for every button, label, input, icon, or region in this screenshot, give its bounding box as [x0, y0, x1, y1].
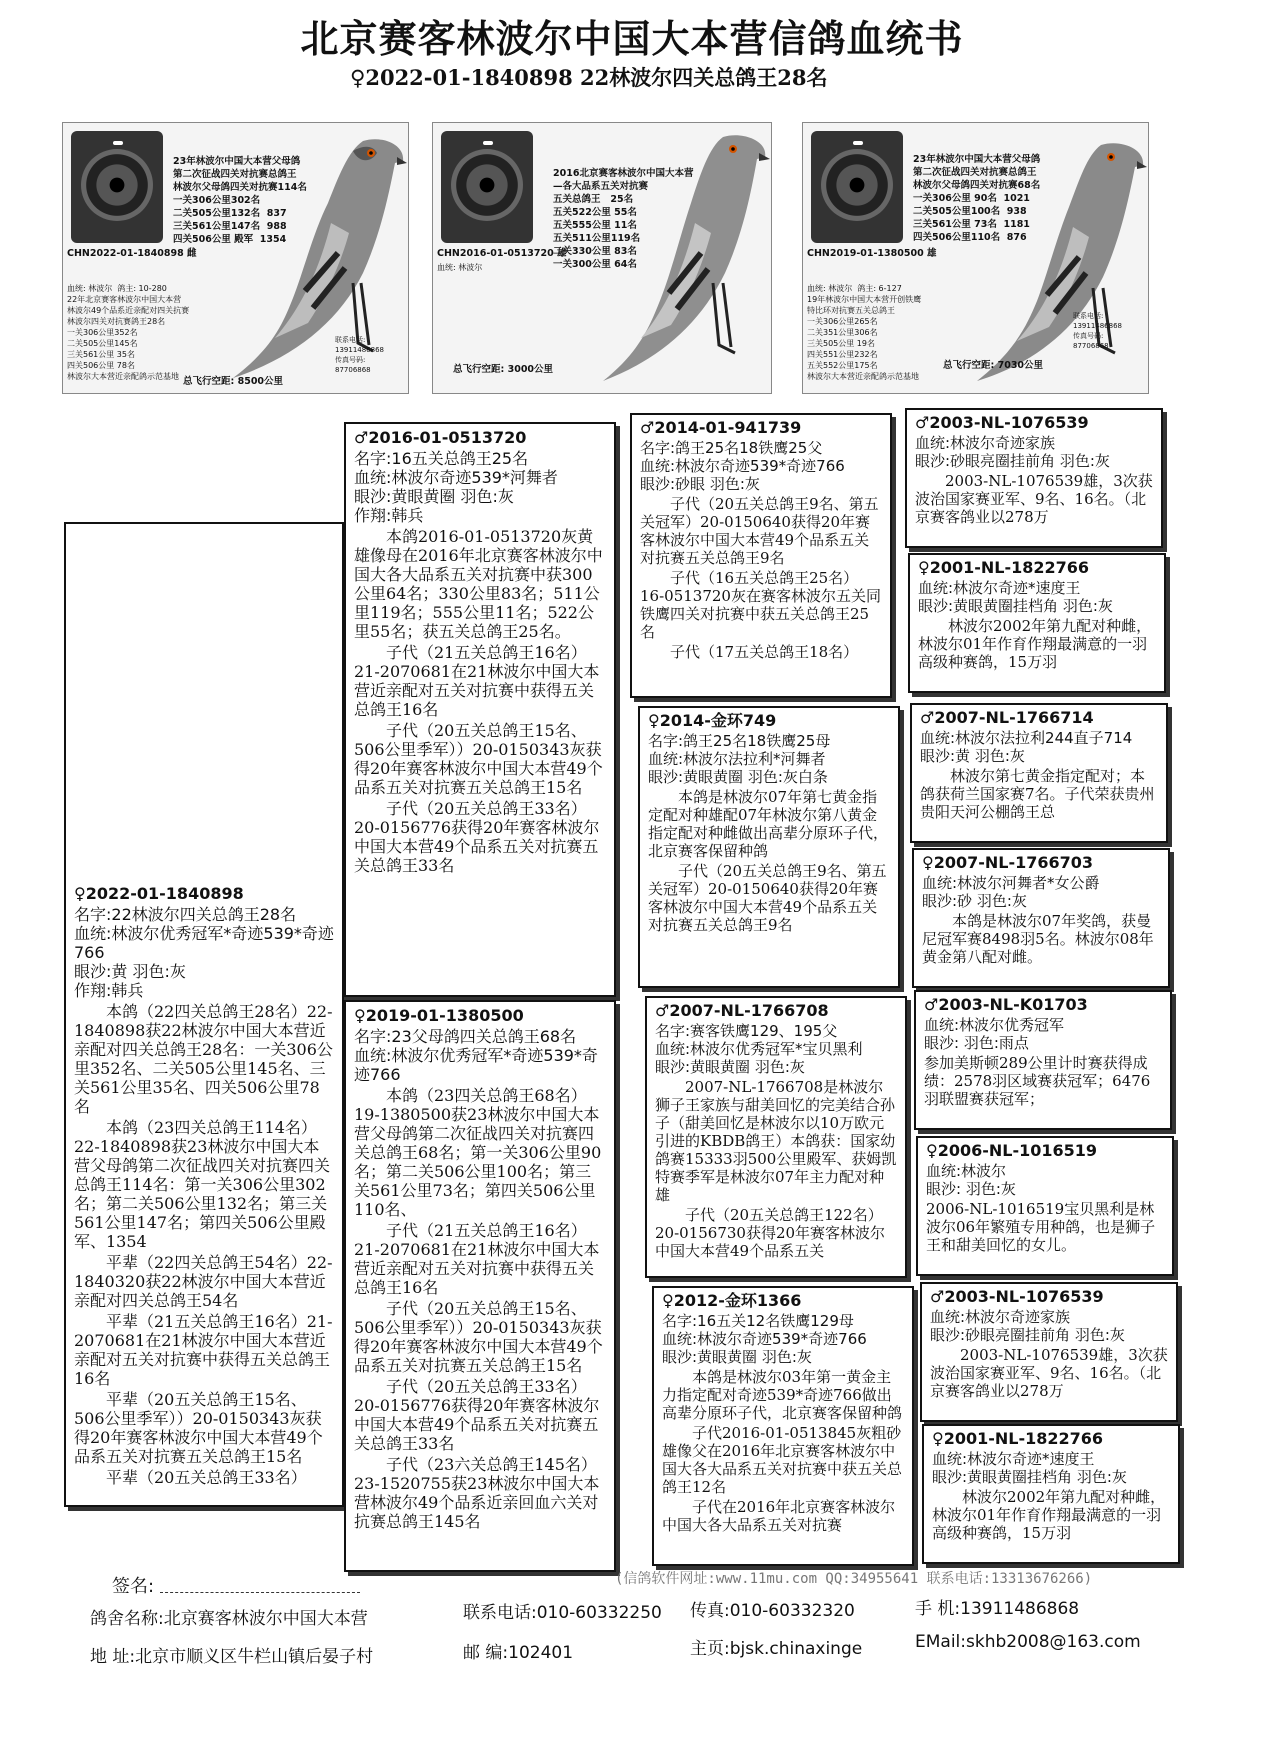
photo-info: 血统: 林波尔 鸽主: 6-127 19年林波尔中国大本营开创铁鹰 特比环对抗赛五关总鸽王 一关306公里265名 二关351公里306名 三关505公里 19名 四关551公里232名 五关552公里175名 林波尔大本营近亲配鸽示范基地: [807, 284, 922, 381]
photo-ring: CHN2016-01-0513720 雄: [437, 248, 567, 259]
email-link[interactable]: EMail:skhb2008@163.com: [915, 1632, 1141, 1652]
pedigree-dam-sire: [645, 996, 907, 1278]
record-paragraph: 本鸽2016-01-0513720灰黄雄像母在2016年北京赛客林波尔中国大各大品系五关对抗赛中获300公里64名；330公里83名；511公里119名；555公里11名；522公里55名；获五关总鸽王25名。: [354, 527, 603, 641]
ring-number: ♀2006-NL-1016519: [926, 1141, 1098, 1160]
pigeon-bloodline: 血统:林波尔奇迹*速度王: [932, 1450, 1095, 1468]
mobile-number: 手 机:13911486868: [915, 1599, 1080, 1619]
record-paragraph: 本鸽（23四关总鸽王68名）19-1380500获23林波尔中国大本营父母鸽第二次征战四关对抗赛四关总鸽王68名；第一关306公里90名；第二关506公里100名；第三关561公里73名；第四关506公里110名、: [354, 1086, 602, 1219]
ring-number: ♂2003-NL-1076539: [930, 1287, 1104, 1306]
pedigree-ssd: [908, 553, 1166, 693]
ring-number: ♂2003-NL-1076539: [915, 413, 1089, 432]
record-paragraph: 子代（20五关总鸽王33名）20-0156776获得20年赛客林波尔中国大本营49个品系五关对抗赛五关总鸽王33名: [354, 1377, 600, 1453]
homepage-link[interactable]: 主页:bjsk.chinaxinge: [690, 1639, 863, 1659]
pigeon-bloodline: 血统:林波尔奇迹*速度王: [918, 579, 1081, 597]
document-subtitle: ♀2022-01-1840898 22林波尔四关总鸽王28名: [350, 65, 828, 90]
pigeon-eye-color: 眼沙:黄眼黄圈 羽色:灰: [354, 487, 514, 506]
record-paragraph: 子代（20五关总鸽王9名、第五关冠军）20-0150640获得20年赛客林波尔中国大本营49个品系五关对抗赛五关总鸽王9名: [648, 862, 887, 934]
pigeon-eye-color: 眼沙:砂眼亮圈挂前角 羽色:灰: [930, 1326, 1125, 1344]
pedigree-dam-dam: [652, 1286, 914, 1566]
signature-label: 签名:: [112, 1576, 155, 1597]
record-paragraph: 子代（20五关总鸽王33名）20-0156776获得20年赛客林波尔中国大本营49个品系五关对抗赛五关总鸽王33名: [354, 799, 600, 875]
pigeon-name: 名字:鸽王25名18铁鹰25母: [648, 732, 831, 750]
pigeon-bloodline: 血统:林波尔奇迹539*河舞者: [354, 468, 558, 487]
address: 地 址:北京市顺义区牛栏山镇后晏子村: [90, 1647, 374, 1667]
pigeon-bloodline: 血统:林波尔: [926, 1162, 1007, 1180]
software-credit: (信鸽软件网址:www.11mu.com QQ:34955641 联系电话:13313676266): [615, 1571, 1093, 1587]
photo-info: 血统: 林波尔: [437, 263, 483, 272]
record-paragraph: 子代（20五关总鸽王122名）20-0156730获得20年赛客林波尔中国大本营49个品系五关: [655, 1206, 886, 1260]
record-paragraph: 平辈（20五关总鸽王33名）: [106, 1468, 307, 1487]
phone-number: 联系电话:010-60332250: [463, 1603, 662, 1623]
photo-contact: 联系电话: 13911486868 传真号码: 87706868: [335, 336, 384, 374]
record-paragraph: 林波尔2002年第九配对种雌，林波尔01年作育作翔最满意的一羽高级种赛鸽，15万羽: [918, 617, 1152, 671]
pedigree-sire-dam: [638, 706, 900, 988]
ring-number: ♀2007-NL-1766703: [922, 853, 1094, 872]
record-paragraph: 2006-NL-1016519宝贝黑利是林波尔06年繁殖专用种鸽，也是狮子王和甜美回忆的女儿。: [926, 1200, 1156, 1254]
record-paragraph: 本鸽（22四关总鸽王28名）22-1840898获22林波尔中国大本营近亲配对四关总鸽王28名：一关306公里352名、二关505公里145名、三关561公里35名、四关506公里78名: [74, 1002, 333, 1116]
pigeon-bloodline: 血统:林波尔优秀冠军*宝贝黑利: [655, 1040, 863, 1058]
ring-number: ♀2014-金环749: [648, 711, 777, 730]
record-paragraph: 平辈（22四关总鸽王54名）22-1840320获22林波尔中国大本营近亲配对四关总鸽王54名: [74, 1253, 333, 1310]
record-paragraph: 参加美斯顿289公里计时赛获得成绩：2578羽区域赛获冠军；6476羽联盟赛获冠军；: [924, 1054, 1151, 1108]
photo-card-sire: [432, 122, 772, 394]
photo-lines: 23年林波尔中国大本营父母鸽 第二次征战四关对抗赛总鸽王 林波尔父母鸽四关对抗赛68名 一关306公里 90名 1021 二关505公里100名 938 三关561公里 73名 1181 四关506公里110名 876: [913, 154, 1041, 243]
eye-photo: [71, 131, 163, 243]
record-paragraph: 本鸽是林波尔03年第一黄金主力指定配对奇迹539*奇迹766做出高辈分原环子代，北京赛客保留种鸽: [662, 1368, 903, 1422]
pedigree-sire: [344, 422, 616, 997]
pedigree-dss: [914, 990, 1172, 1130]
ring-number: ♀2001-NL-1822766: [918, 558, 1090, 577]
record-paragraph: 平辈（21五关总鸽王16名）21-2070681在21林波尔中国大本营近亲配对五关对抗赛中获得五关总鸽王16名: [74, 1312, 333, 1388]
pedigree-subject: [64, 522, 344, 1507]
record-paragraph: 平辈（20五关总鸽王15名、506公里季军））20-0150343灰获得20年赛客林波尔中国大本营49个品系五关对抗赛五关总鸽王15名: [74, 1390, 323, 1466]
record-paragraph: 子代（20五关总鸽王15名、506公里季军））20-0150343灰获得20年赛客林波尔中国大本营49个品系五关对抗赛五关总鸽王15名: [354, 721, 603, 797]
photo-info: 血统: 林波尔 鸽主: 10-280 22年北京赛客林波尔中国大本营 林波尔49个品系近亲配对四关抗赛 林波尔四关对抗赛鸽王28名 一关306公里352名 二关505公里145名 三关561公里 35名 四关506公里 78名 林波尔大本营近亲配鸽示范基地: [67, 284, 190, 381]
pedigree-dsd: [916, 1136, 1174, 1276]
eye-photo: [811, 131, 903, 243]
pigeon-bloodline: 血统:林波尔奇迹539*奇迹766: [662, 1330, 867, 1348]
pigeon-eye-color: 眼沙: 羽色:灰: [926, 1180, 1016, 1198]
pedigree-ddd: [922, 1424, 1180, 1564]
pigeon-eye-color: 眼沙:黄眼黄圈挂档角 羽色:灰: [932, 1468, 1127, 1486]
record-paragraph: 本鸽是林波尔07年第七黄金指定配对种雄配07年林波尔第八黄金指定配对种雌做出高辈分原环子代，北京赛客保留种鸽: [648, 788, 889, 860]
ring-number: ♀2022-01-1840898: [74, 884, 244, 903]
pigeon-eye-color: 眼沙:黄 羽色:灰: [920, 747, 1025, 765]
ring-number: ♂2007-NL-1766714: [920, 708, 1094, 727]
postcode: 邮 编:102401: [463, 1643, 574, 1663]
record-paragraph: 子代（23六关总鸽王145名）23-1520755获23林波尔中国大本营林波尔49个品系近亲回血六关对抗赛总鸽王145名: [354, 1455, 600, 1531]
pedigree-sdd: [912, 848, 1170, 988]
pigeon-name: 名字:16五关12名铁鹰129母: [662, 1312, 854, 1330]
pigeon-eye-color: 眼沙:黄眼黄圈 羽色:灰: [662, 1348, 812, 1366]
photo-distance: 总飞行空距: 3000公里: [453, 364, 554, 375]
pigeon-eye-color: 眼沙: 羽色:雨点: [924, 1034, 1029, 1052]
photo-distance: 总飞行空距: 7030公里: [943, 360, 1044, 371]
pedigree-sire-sire: [630, 413, 892, 698]
ring-number: ♀2019-01-1380500: [354, 1006, 524, 1025]
record-paragraph: 子代（16五关总鸽王25名）16-0513720灰在赛客林波尔五关同铁鹰四关对抗赛中获五关总鸽王25名: [640, 569, 881, 641]
record-paragraph: 子代（17五关总鸽王18名）: [670, 643, 859, 661]
pigeon-bloodline: 血统:林波尔奇迹539*奇迹766: [640, 457, 845, 475]
document-title: 北京赛客林波尔中国大本营信鸽血统书: [300, 17, 964, 61]
ring-number: ♂2003-NL-K01703: [924, 995, 1088, 1014]
ring-number: ♀2012-金环1366: [662, 1291, 802, 1310]
pigeon-name: 名字:22林波尔四关总鸽王28名: [74, 905, 297, 924]
pigeon-eye-color: 眼沙:黄眼黄圈 羽色:灰白条: [648, 768, 828, 786]
record-paragraph: 本鸽（23四关总鸽王114名）22-1840898获23林波尔中国大本营父母鸽第二次征战四关对抗赛四关总鸽王114名：第一关306公里302名；第二关506公里132名；第三关561公里147名；第四关506公里殿军、1354: [74, 1118, 331, 1251]
pigeon-handler: 作翔:韩兵: [354, 506, 424, 525]
signature-line[interactable]: [160, 1592, 360, 1593]
record-paragraph: 子代2016-01-0513845灰粗砂雄像父在2016年北京赛客林波尔中国大各大品系五关对抗赛中获五关总鸽王12名: [662, 1424, 903, 1496]
pigeon-eye-color: 眼沙:砂眼 羽色:灰: [640, 475, 760, 493]
pedigree-sss: [905, 408, 1163, 548]
pigeon-name: 名字:16五关总鸽王25名: [354, 449, 529, 468]
pedigree-dds: [920, 1282, 1178, 1422]
record-paragraph: 子代在2016年北京赛客林波尔中国大各大品系五关对抗赛: [662, 1498, 896, 1534]
record-paragraph: 子代（21五关总鸽王16名）21-2070681在21林波尔中国大本营近亲配对五关对抗赛中获得五关总鸽王16名: [354, 1221, 600, 1297]
pigeon-bloodline: 血统:林波尔法拉利244直子714: [920, 729, 1133, 747]
fax-number: 传真:010-60332320: [690, 1601, 855, 1621]
record-paragraph: 子代（20五关总鸽王15名、506公里季军））20-0150343灰获得20年赛客林波尔中国大本营49个品系五关对抗赛五关总鸽王15名: [354, 1299, 603, 1375]
ring-number: ♂2007-NL-1766708: [655, 1001, 829, 1020]
record-paragraph: 2003-NL-1076539雄，3次获波治国家赛亚军、9名、16名。（北京赛客鸽业以278万: [930, 1346, 1168, 1400]
record-paragraph: 2003-NL-1076539雄，3次获波治国家赛亚军、9名、16名。（北京赛客鸽业以278万: [915, 472, 1153, 526]
record-paragraph: 2007-NL-1766708是林波尔狮子王家族与甜美回忆的完美结合孙子（甜美回忆是林波尔以10万欧元引进的KBDB鸽王）本鸽获：国家幼鸽赛15333羽500公里殿军、获姆凯特赛季军是林波尔07年主力配对种雄: [655, 1078, 897, 1204]
ring-number: ♂2016-01-0513720: [354, 428, 527, 447]
pigeon-name: 名字:赛客铁鹰129、195父: [655, 1022, 838, 1040]
ring-number: ♀2001-NL-1822766: [932, 1429, 1104, 1448]
pedigree-sds: [910, 703, 1168, 843]
pigeon-bloodline: 血统:林波尔法拉利*河舞者: [648, 750, 826, 768]
photo-ring: CHN2022-01-1840898 雌: [67, 248, 197, 259]
photo-card-subject: [62, 122, 409, 394]
pigeon-eye-color: 眼沙:黄眼黄圈 羽色:灰: [655, 1058, 805, 1076]
pigeon-bloodline: 血统:林波尔河舞者*女公爵: [922, 874, 1100, 892]
photo-distance: 总飞行空距: 8500公里: [183, 376, 284, 387]
photo-card-dam: [802, 122, 1149, 394]
pigeon-eye-color: 眼沙:黄眼黄圈挂档角 羽色:灰: [918, 597, 1113, 615]
photo-lines: 23年林波尔中国大本营父母鸽 第二次征战四关对抗赛总鸽王 林波尔父母鸽四关对抗赛114名 一关306公里302名 二关505公里132名 837 三关561公里147名 988 四关506公里 殿军 1354: [173, 156, 307, 245]
pigeon-name: 名字:鸽王25名18铁鹰25父: [640, 439, 823, 457]
record-paragraph: 子代（20五关总鸽王9名、第五关冠军）20-0150640获得20年赛客林波尔中国大本营49个品系五关对抗赛五关总鸽王9名: [640, 495, 879, 567]
pigeon-eye-color: 眼沙:砂 羽色:灰: [922, 892, 1027, 910]
pigeon-bloodline: 血统:林波尔优秀冠军*奇迹539*奇迹766: [74, 924, 334, 962]
pigeon-bloodline: 血统:林波尔奇迹家族: [930, 1308, 1071, 1326]
pigeon-bloodline: 血统:林波尔奇迹家族: [915, 434, 1056, 452]
photo-lines: 2016北京赛客林波尔中国大本营 —各大品系五关对抗赛 五关总鸽王 25名 五关522公里 55名 五关555公里 11名 五关511公里119名 二关330公里 83名 一关300公里 64名: [553, 168, 694, 270]
pigeon-eye-color: 眼沙:黄 羽色:灰: [74, 962, 186, 981]
loft-name: 鸽舍名称:北京赛客林波尔中国大本营: [90, 1609, 368, 1629]
pigeon-bloodline: 血统:林波尔优秀冠军*奇迹539*奇迹766: [354, 1046, 598, 1084]
pigeon-name: 名字:23父母鸽四关总鸽王68名: [354, 1027, 577, 1046]
record-paragraph: 林波尔第七黄金指定配对；本鸽获荷兰国家赛7名。子代荣获贵州贵阳天河公棚鸽王总: [920, 767, 1155, 821]
pedigree-dam: [344, 1000, 616, 1572]
pigeon-bloodline: 血统:林波尔优秀冠军: [924, 1016, 1065, 1034]
photo-ring: CHN2019-01-1380500 雄: [807, 248, 937, 259]
ring-number: ♂2014-01-941739: [640, 418, 802, 437]
record-paragraph: 子代（21五关总鸽王16名）21-2070681在21林波尔中国大本营近亲配对五关对抗赛中获得五关总鸽王16名: [354, 643, 600, 719]
photo-contact: 联系电话: 13911486868 传真号码: 87706868: [1073, 312, 1122, 350]
record-paragraph: 本鸽是林波尔07年奖鸽，获曼尼冠军赛8498羽5名。林波尔08年黄金第八配对雌。: [922, 912, 1154, 966]
record-paragraph: 林波尔2002年第九配对种雌，林波尔01年作育作翔最满意的一羽高级种赛鸽，15万羽: [932, 1488, 1166, 1542]
eye-photo: [441, 131, 533, 243]
pigeon-eye-color: 眼沙:砂眼亮圈挂前角 羽色:灰: [915, 452, 1110, 470]
pigeon-handler: 作翔:韩兵: [74, 981, 144, 1000]
